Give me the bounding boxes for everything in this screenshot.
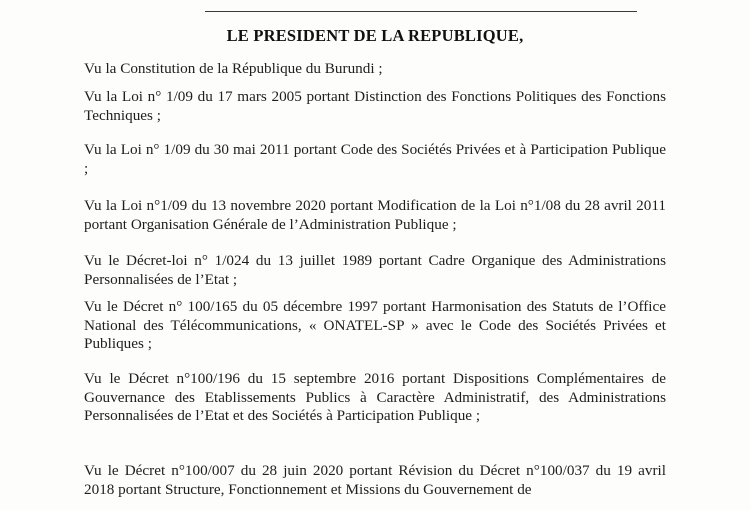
top-divider-line [205, 11, 637, 12]
visa-paragraph-6: Vu le Décret n° 100/165 du 05 décembre 1997 portant Harmonisation des Statuts de l’Office National des Télécommunications, « ONATEL-SP » avec le Code des Sociétés Privées et Publiques ; [84, 298, 666, 353]
visa-paragraph-4: Vu la Loi n°1/09 du 13 novembre 2020 portant Modification de la Loi n°1/08 du 28 avril 2011 portant Organisation Générale de l’Administration Publique ; [84, 197, 666, 233]
visa-paragraph-1: Vu la Constitution de la République du Burundi ; [84, 60, 383, 77]
visa-paragraph-3: Vu la Loi n° 1/09 du 30 mai 2011 portant Code des Sociétés Privées et à Participation Publique ; [84, 141, 666, 177]
visa-paragraph-7: Vu le Décret n°100/196 du 15 septembre 2016 portant Dispositions Complémentaires de Gouvernance des Etablissements Publics à Caractère Administratif, des Administrations Personnalisées de l’Etat et des Sociétés à Participation Publique ; [84, 370, 666, 425]
page-title: LE PRESIDENT DE LA REPUBLIQUE, [226, 26, 524, 45]
visa-paragraph-5: Vu le Décret-loi n° 1/024 du 13 juillet 1989 portant Cadre Organique des Administrations Personnalisées de l’Etat ; [84, 252, 666, 288]
visa-paragraph-8: Vu le Décret n°100/007 du 28 juin 2020 portant Révision du Décret n°100/037 du 19 avril 2018 portant Structure, Fonctionnement et Missions du Gouvernement de [84, 462, 666, 498]
visa-paragraph-2: Vu la Loi n° 1/09 du 17 mars 2005 portant Distinction des Fonctions Politiques des Fonctions Techniques ; [84, 88, 666, 124]
